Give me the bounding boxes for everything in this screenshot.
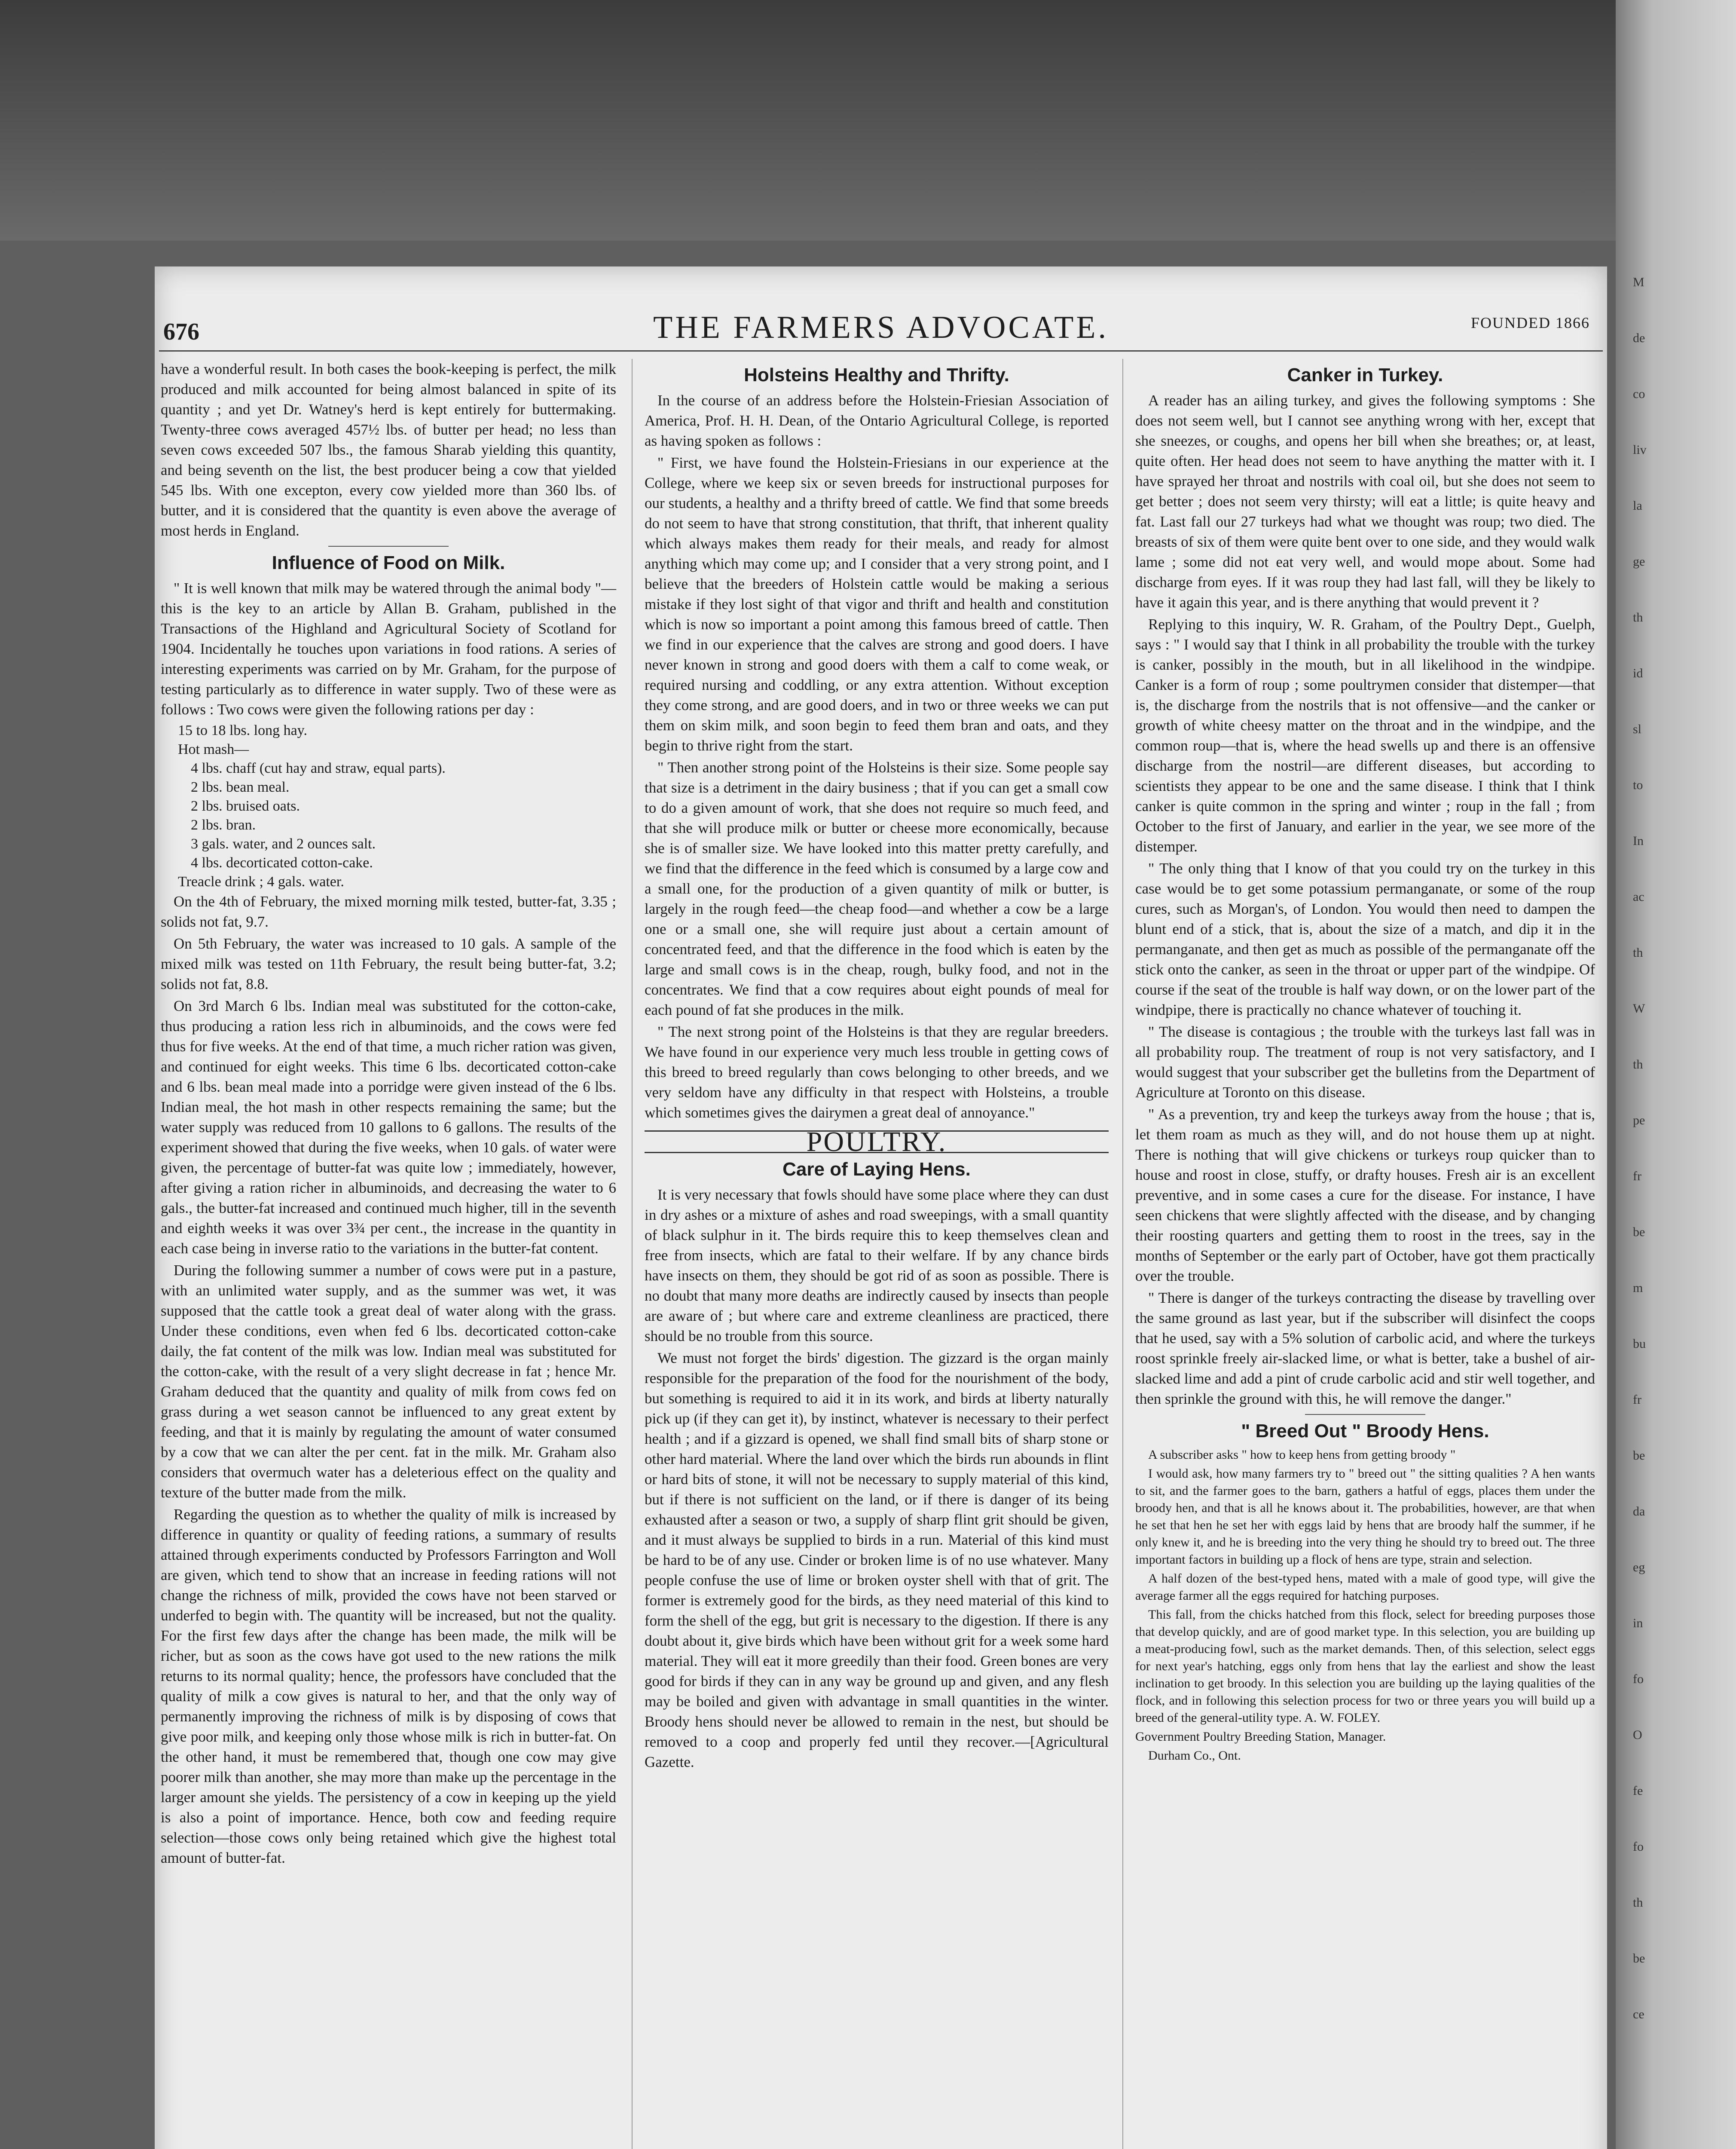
article-heading-food-on-milk: Influence of Food on Milk. xyxy=(272,552,505,573)
adjacent-page-fragment: ge xyxy=(1633,554,1645,569)
adjacent-page-fragment: fe xyxy=(1633,1784,1643,1798)
adjacent-page-fragment: ce xyxy=(1633,2007,1644,2021)
adjacent-page-fragment: be xyxy=(1633,1448,1645,1463)
adjacent-page-fragment: th xyxy=(1633,1057,1643,1071)
adjacent-page-fragment: to xyxy=(1633,778,1643,792)
column-2 xyxy=(645,359,1109,1774)
article-heading-holsteins: Holsteins Healthy and Thrifty. xyxy=(744,364,1009,386)
paragraph: It is very necessary that fowls should have some place where they can dust in dry ashes or a mixture of ashes and road sweepings, with a small quantity of black sulphur in it. The birds require this to keep themselves clean and free from insects, which are fatal to their welfare. If by any chance birds have insects on them, they should be got rid of as soon as possible. There is no doubt that many more deaths are indirectly caused by insects than people are aware of ; but where care and extreme cleanliness are practiced, there should be no trouble from this source. xyxy=(645,1186,1109,1344)
column-divider xyxy=(632,359,633,2149)
ration-item: Treacle drink ; 4 gals. water. xyxy=(178,874,344,890)
column-3 xyxy=(1135,359,1595,1766)
adjacent-page-fragment: O xyxy=(1633,1728,1642,1742)
paragraph: During the following summer a number of cows were put in a pasture, with an unlimited water supply, and as the summer was wet, it was supposed that the cattle took a great deal of water along with the grass. Under these conditions, even when fed 6 lbs. decorticated cotton-cake daily, the fat content of the milk was low. Indian meal was substituted for the cotton-cake, with the result of a very slight decrease in fat ; hence Mr. Graham deduced that the quantity and quality of milk from cows fed on grass during a wet season cannot be influenced to any great extent by feeding, and that it is mainly by regulating the amount of water consumed by a cow that we can alter the per cent. fat in the milk. Mr. Graham also considers that overmuch water has a deleterious effect on the quality and texture of the butter made from the milk. xyxy=(161,1262,616,1501)
adjacent-page-fragment: be xyxy=(1633,1951,1645,1965)
paragraph: A reader has an ailing turkey, and gives the following symptoms : She does not seem well, but I cannot see anything wrong with her, except that she sneezes, or coughs, and opens her bill when she breathes; or, at least, quite often. Her head does not seem to have anything the matter with it. I have sprayed her throat and nostrils with coal oil, but she does not seem to get better ; does not seem very thirsty; will eat a little; is quite heavy and fat. Last fall our 27 turkeys had what we thought was roup; two died. The breasts of six of them were quite bent over to one side, and they would walk lame ; some did not eat very well, and would mope about. Some had discharge from eyes. If it was roup they had last fall, will they be likely to have it again this year, and is there anything that would prevent it ? xyxy=(1135,392,1595,611)
article-heading-canker: Canker in Turkey. xyxy=(1287,364,1443,386)
adjacent-page-fragment: m xyxy=(1633,1281,1643,1295)
masthead-title: THE FARMERS ADVOCATE. xyxy=(653,310,1109,345)
paragraph: " The disease is contagious ; the trouble with the turkeys last fall was in all probability roup. The treatment of roup is not very satisfactory, and I would suggest that your subscriber get the bulletins from the Department of Agriculture at Toronto on this disease. xyxy=(1135,1023,1595,1101)
adjacent-page-fragment: de xyxy=(1633,331,1645,345)
adjacent-page-fragment: be xyxy=(1633,1225,1645,1239)
paragraph: " There is danger of the turkeys contracting the disease by travelling over the same ground as last year, but if the subscriber will disinfect the coops that he used, say with a 5% solution of carbolic acid, and where the turkeys roost sprinkle freely air-slacked lime, or what is better, take a bushel of air-slacked lime and add a pint of crude carbolic acid and stir well together, and then sprinkle the ground with this, he will remove the danger." xyxy=(1135,1289,1595,1407)
paragraph: " Then another strong point of the Holsteins is their size. Some people say that size is a detriment in the dairy business ; that if you can get a small cow to do a given amount of work, that she does not require so much feed, and that she will produce milk or butter or cheese more economically, because she is of smaller size. We have looked into this matter pretty carefully, and we find that the difference in the feed which is consumed by a large cow and a small one, for the production of a given quantity of milk or butter, is largely in the rough feed—the cheap food—and whether a cow be a large one or a small one, she will require just about a certain amount of concentrated feed, and that the difference in the food which is eaten by the large and small cows is in the cheap, rough, bulky food, and not in the concentrates. We find that a cow requires about eight pounds of meal for each pound of fat she produces in the milk. xyxy=(645,759,1109,1018)
paragraph: On 3rd March 6 lbs. Indian meal was substituted for the cotton-cake, thus producing a ration less rich in albuminoids, and the cows were fed thus for five weeks. At the end of that time, a much richer ration was given, and continued for eight weeks. This time 6 lbs. decorticated cotton-cake and 6 lbs. bean meal made into a porridge were given instead of the 6 lbs. Indian meal, the hot mash in other respects remaining the same; but the water supply was reduced from 10 gallons to 6 gallons. The results of the experiment showed that during the five weeks, when 10 gals. of water were given, the percentage of butter-fat was quite low ; immediately, however, after giving a ration richer in albuminoids, and decreasing the water to 6 gals., the butter-fat increased and continued much higher, till in the seventh and eighth weeks it was over 3¾ per cent., the increase in the quantity in each case being in inverse ratio to the variations in the butter-fat content. xyxy=(161,998,616,1257)
page-number: 676 xyxy=(163,318,199,345)
broody-article-body xyxy=(1135,1446,1595,1764)
ration-list xyxy=(178,721,616,891)
ration-item: 2 lbs. bruised oats. xyxy=(191,798,300,814)
paragraph: A half dozen of the best-typed hens, mated with a male of good type, will give the average farmer all the eggs required for hatching purposes. xyxy=(1135,1571,1595,1603)
adjacent-page-fragment: fo xyxy=(1633,1672,1644,1686)
adjacent-page-fragment: ac xyxy=(1633,890,1644,904)
paragraph: In the course of an address before the Holstein-Friesian Association of America, Prof. H. H. Dean, of the Ontario Agricultural College, is reported as having spoken as follows : xyxy=(645,392,1109,449)
paragraph: I would ask, how many farmers try to " breed out " the sitting qualities ? A hen wants to sit, and the farmer goes to the barn, gathers a hatful of eggs, places them under the broody hen, and that is all he knows about it. The probabilities, however, are that when he set that hen he set her with eggs laid by hens that are broody half the summer, if he only knew it, and he is breeding into the very thing he should try to breed out. The three important factors in building up a flock of hens are type, strain and selection. xyxy=(1135,1466,1595,1567)
paragraph: " First, we have found the Holstein-Friesians in our experience at the College, where we keep six or seven breeds for instructional purposes for our students, a healthy and a thrifty breed of cattle. We find that some breeds do not seem to have that strong constitution, that thrift, that inherent quality which always makes them ready for their meals, and ready for almost anything which may come up; and I consider that a very strong point, and I believe that the breeders of Holstein cattle would be making a serious mistake if they lost sight of that vigor and thrift and health and constitution which is now so important a point among this famous breed of cattle. Then we find in our experience that the calves are strong and good doers. I have never known in strong and good doers with them a calf to come weak, or required nursing and coddling, or any extra attention. Without exception they come strong, and are good doers, and in two or three weeks we can put them on skim milk, and soon begin to feed them bran and oats, and they begin to thrive right from the start. xyxy=(645,454,1109,754)
founded-line: FOUNDED 1866 xyxy=(1470,314,1590,331)
paragraph: Regarding the question as to whether the quality of milk is increased by difference in quantity or quality of feeding rations, a summary of results attained through experiments conducted by Professors Farrington and Woll are given, which tend to show that an increase in feeding rations will not change the richness of milk, provided the cows have not been starved or underfed to begin with. The quantity will be increased, but not the quality. For the first few days after the change has been made, the milk will be richer, but as soon as the cows have got used to the new rations the milk returns to its normal quality; hence, the professors have concluded that the quality of milk a cow gives is natural to her, and that the only way of permanently improving the richness of milk is by disposing of cows that give poor milk, and keeping only those whose milk is rich in butter-fat. On the other hand, it must be remembered that, though one cow may give poorer milk than another, she may more than make up the percentage in the larger amount she yields. The persistency of a cow in keeping up the yield is also a point of importance. Hence, both cow and feeding require selection—those cows only being retained which give the highest total amount of butter-fat. xyxy=(161,1506,616,1866)
paragraph: " As a prevention, try and keep the turkeys away from the house ; that is, let them roam as much as they will, and do not house them up at night. There is nothing that will give chickens or turkeys roup quicker than to house and roost in close, stuffy, or drafty houses. Fresh air is an excellent preventive, and in some cases a cure for the disease. For instance, I have seen chickens that were slightly affected with the disease, and by changing their roosting quarters and getting them to roost in the trees, say in the months of September or the early part of October, have got them practically over the trouble. xyxy=(1135,1106,1595,1284)
paragraph: This fall, from the chicks hatched from this flock, select for breeding purposes those that develop quickly, and are of good market type. In this selection, you are building up a meat-producing fowl, such as the market demands. Then, of this selection, select eggs for next year's hatching, eggs only from hens that lay the earliest and show the least inclination to get broody. In this selection you are building up the laying qualities of the flock, and in following this selection process for two or three years you will build up a breed of the general-utility type. A. W. FOLEY. xyxy=(1135,1607,1595,1725)
adjacent-page-fragment: co xyxy=(1633,387,1645,401)
adjacent-page-fragment: pe xyxy=(1633,1113,1645,1127)
adjacent-page-fragment: th xyxy=(1633,946,1643,960)
adjacent-page-fragment: th xyxy=(1633,1895,1643,1910)
article-continuation: have a wonderful result. In both cases the book-keeping is perfect, the milk produced and milk accounted for being almost balanced in spite of its quantity ; and yet Dr. Watney's herd is kept entirely for buttermaking. Twenty-three cows averaged 457½ lbs. of butter per head; no less than seven cows exceeded 507 lbs., the famous Sharab yielding this quantity, and being seventh on the list, the best producer being a cow that yielded 545 lbs. With one excepton, every cow yielded more than 360 lbs. of butter, and it is considered that the quantity is even above the average of most herds in England. xyxy=(161,361,616,539)
signature-line: Government Poultry Breeding Station, Manager. xyxy=(1135,1730,1386,1744)
paragraph: Replying to this inquiry, W. R. Graham, of the Poultry Dept., Guelph, says : " I would say that I think in all probability the trouble with the turkey is canker, possibly in the mouth, but in all likelihood in the windpipe. Canker is a form of roup ; some poultrymen consider that distemper—that is, the discharge from the nostrils that is not offensive—and the canker or growth of white cheesy matter on the throat and in the windpipe, and the common roup—that is, where the head swells up and there is an offensive discharge from the nostril—are different diseases, but according to scientists they appear to be one and the same disease. I think that I think canker is quite common in the spring and winter ; roup in the fall ; from October to the first of January, and earlier in the year, we see more of the distemper. xyxy=(1135,616,1595,855)
paragraph: A subscriber asks " how to keep hens from getting broody " xyxy=(1148,1448,1456,1462)
paragraph: " It is well known that milk may be watered through the animal body "—this is the key to an article by Allan B. Graham, published in the Transactions of the Highland and Agricultural Society of Scotland for 1904. Incidentally he touches upon variations in food rations. A series of interesting experiments was carried on by Mr. Graham, for the purpose of testing particularly as to difference in water supply. Two of these were as follows : Two cows were given the following rations per day : xyxy=(161,580,616,718)
adjacent-page-fragment: la xyxy=(1633,499,1642,513)
paragraph: We must not forget the birds' digestion. The gizzard is the organ mainly responsible for the preparation of the food for the nourishment of the body, but something is required to aid it in its work, and birds at liberty naturally pick up (if they can get it), by instinct, whatever is necessary to their perfect health ; and if a gizzard is opened, we shall find small bits of sharp stone or other hard material. Where the land over which the birds run abounds in flint or hard bits of stone, it will not be necessary to supply material of this kind, but if there is not sufficient on the land, or if there is danger of its being exhausted after a season or two, a supply of sharp flint grit should be given, and it must always be supplied to birds in a run. Material of this kind must be hard to be of any use. Cinder or broken lime is of no use whatever. Many people confuse the use of lime or broken oyster shell with that of grit. The former is extremely good for the birds, as they need material of this kind to form the shell of the egg, but grit is necessary to the digestion. If there is any doubt about it, give birds which have been without grit for a week some hard material. They will eat it more greedily than their food. Green bones are very good for birds if they can in any way be ground up and given, and any flesh may be boiled and given with advantage in small quantities in the winter. Broody hens should never be allowed to remain in the nest, but should be removed to a coop and properly fed until they recover.—[Agricultural Gazette. xyxy=(645,1350,1109,1770)
adjacent-page-fragment: sl xyxy=(1633,722,1642,736)
adjacent-page-fragment: M xyxy=(1633,275,1644,289)
adjacent-page-fragment: in xyxy=(1633,1616,1643,1630)
paragraph: " The next strong point of the Holsteins is that they are regular breeders. We have found in our experience very much less trouble in getting cows of this breed to breed regularly than cows belonging to other breeds, and we very seldom have any difficulty in that respect with Holsteins, a trouble which sometimes gives the dairymen a great deal of annoyance." xyxy=(645,1023,1109,1121)
article-separator xyxy=(328,546,449,547)
paragraph: On 5th February, the water was increased to 10 gals. A sample of the mixed milk was tested on 11th February, the result being butter-fat, 3.2; solids not fat, 8.8. xyxy=(161,935,616,992)
adjacent-page-fragment: W xyxy=(1633,1001,1645,1016)
ration-item: 2 lbs. bean meal. xyxy=(191,779,290,795)
ration-item: 2 lbs. bran. xyxy=(191,817,256,833)
ration-item: 3 gals. water, and 2 ounces salt. xyxy=(191,836,376,852)
newspaper-page xyxy=(155,266,1607,2149)
adjacent-page-fragment: id xyxy=(1633,666,1643,680)
scan-background-top xyxy=(0,0,1736,241)
adjacent-page-fragment: th xyxy=(1633,610,1643,624)
article-separator xyxy=(1305,1414,1425,1415)
column-divider xyxy=(1122,359,1123,2149)
adjacent-page-fragment: bu xyxy=(1633,1337,1646,1351)
adjacent-page-fragment: eg xyxy=(1633,1560,1645,1574)
ration-item: 4 lbs. chaff (cut hay and straw, equal parts). xyxy=(191,760,446,776)
column-1 xyxy=(161,359,616,1870)
adjacent-page-fragment: da xyxy=(1633,1504,1645,1518)
ration-item: 4 lbs. decorticated cotton-cake. xyxy=(191,855,373,871)
article-heading-broody-hens: " Breed Out " Broody Hens. xyxy=(1241,1420,1489,1442)
adjacent-page-fragment: liv xyxy=(1633,443,1647,457)
article-heading-laying-hens: Care of Laying Hens. xyxy=(782,1159,971,1180)
adjacent-page-fragment: In xyxy=(1633,834,1644,848)
section-title-poultry: POULTRY. xyxy=(645,1130,1109,1153)
ration-hot-mash: Hot mash— xyxy=(178,741,249,757)
paragraph: " The only thing that I know of that you could try on the turkey in this case would be to get some potassium permanganate, or some of the roup cures, such as Morgan's, of London. You would then need to dampen the blunt end of a stick, that is, about the size of a match, and dip it in the permanganate, and then get as much as possible of the permanganate off the stick onto the canker, as seen in the throat or upper part of the windpipe. Of course if the seat of the trouble is half way down, or on the lower part of the windpipe, there is practically no chance whatever of touching it. xyxy=(1135,860,1595,1018)
adjacent-page-fragment: fo xyxy=(1633,1840,1644,1854)
ration-hay: 15 to 18 lbs. long hay. xyxy=(178,722,307,738)
paragraph: On the 4th of February, the mixed morning milk tested, butter-fat, 3.35 ; solids not fat, 9.7. xyxy=(161,893,616,930)
adjacent-page-fragment: fr xyxy=(1633,1393,1641,1407)
signature-location: Durham Co., Ont. xyxy=(1148,1748,1241,1763)
adjacent-page-fragment: fr xyxy=(1633,1169,1641,1183)
adjacent-page-edge xyxy=(1633,275,1736,2149)
masthead-rule xyxy=(159,350,1603,352)
